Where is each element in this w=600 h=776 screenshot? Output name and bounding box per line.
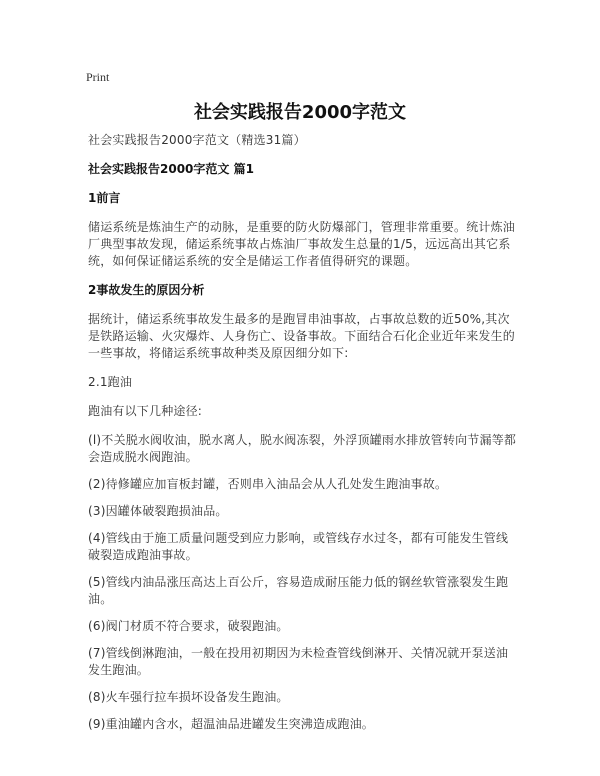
print-label: Print [86,70,110,84]
list-item: (7)管线倒淋跑油，一般在投用初期因为未检查管线倒淋开、关情况就开泵送油发生跑油。 [88,646,509,677]
subheading-oil-leak: 2.1跑油 [88,375,133,389]
list-item: (5)管线内油品涨压高达上百公斤，容易造成耐压能力低的钢丝软管涨裂发生跑油。 [88,575,509,606]
document-body [88,132,518,743]
list-item: (6)阀门材质不符合要求，破裂跑油。 [88,619,289,633]
list-item: (l)不关脱水阀收油，脱水离人，脱水阀冻裂，外浮顶罐雨水排放管转向节漏等都会造成脱水阀跑油。 [88,433,517,464]
document-subtitle: 社会实践报告2000字范文（精选31篇） [88,133,306,147]
heading-cause-analysis: 2事故发生的原因分析 [88,283,205,297]
heading-preface: 1前言 [88,191,121,205]
list-item: (2)待修罐应加盲板封罐，否则串入油品会从人孔处发生跑油事故。 [88,477,448,491]
paragraph-cause-analysis: 据统计，储运系统事故发生最多的是跑冒串油事故，占事故总数的近50%,其次是铁路运输、火灾爆炸、人身伤亡、设备事故。下面结合石化企业近年来发生的一些事故，将储运系统事故种类及原因细分如下: [88,312,516,360]
document-title: 社会实践报告2000字范文 [193,102,407,123]
list-item: (8)火车强行拉车损坏设备发生跑油。 [88,690,289,704]
list-item: (3)因罐体破裂跑损油品。 [88,504,228,518]
section-title: 社会实践报告2000字范文 篇1 [88,162,254,176]
list-item: (4)管线由于施工质量问题受到应力影响，或管线存水过冬，都有可能发生管线破裂造成跑油事故。 [88,531,509,562]
paragraph-preface: 储运系统是炼油生产的动脉，是重要的防火防爆部门，管理非常重要。统计炼油厂典型事故发现，储运系统事故占炼油厂事故发生总量的1/5，远远高出其它系统，如何保证储运系统的安全是储运工作者值得研究的课题。 [88,220,516,268]
list-item: (9)重油罐内含水，超温油品进罐发生突沸造成跑油。 [88,717,374,731]
paragraph-oil-leak-intro: 跑油有以下几种途径: [88,404,203,418]
